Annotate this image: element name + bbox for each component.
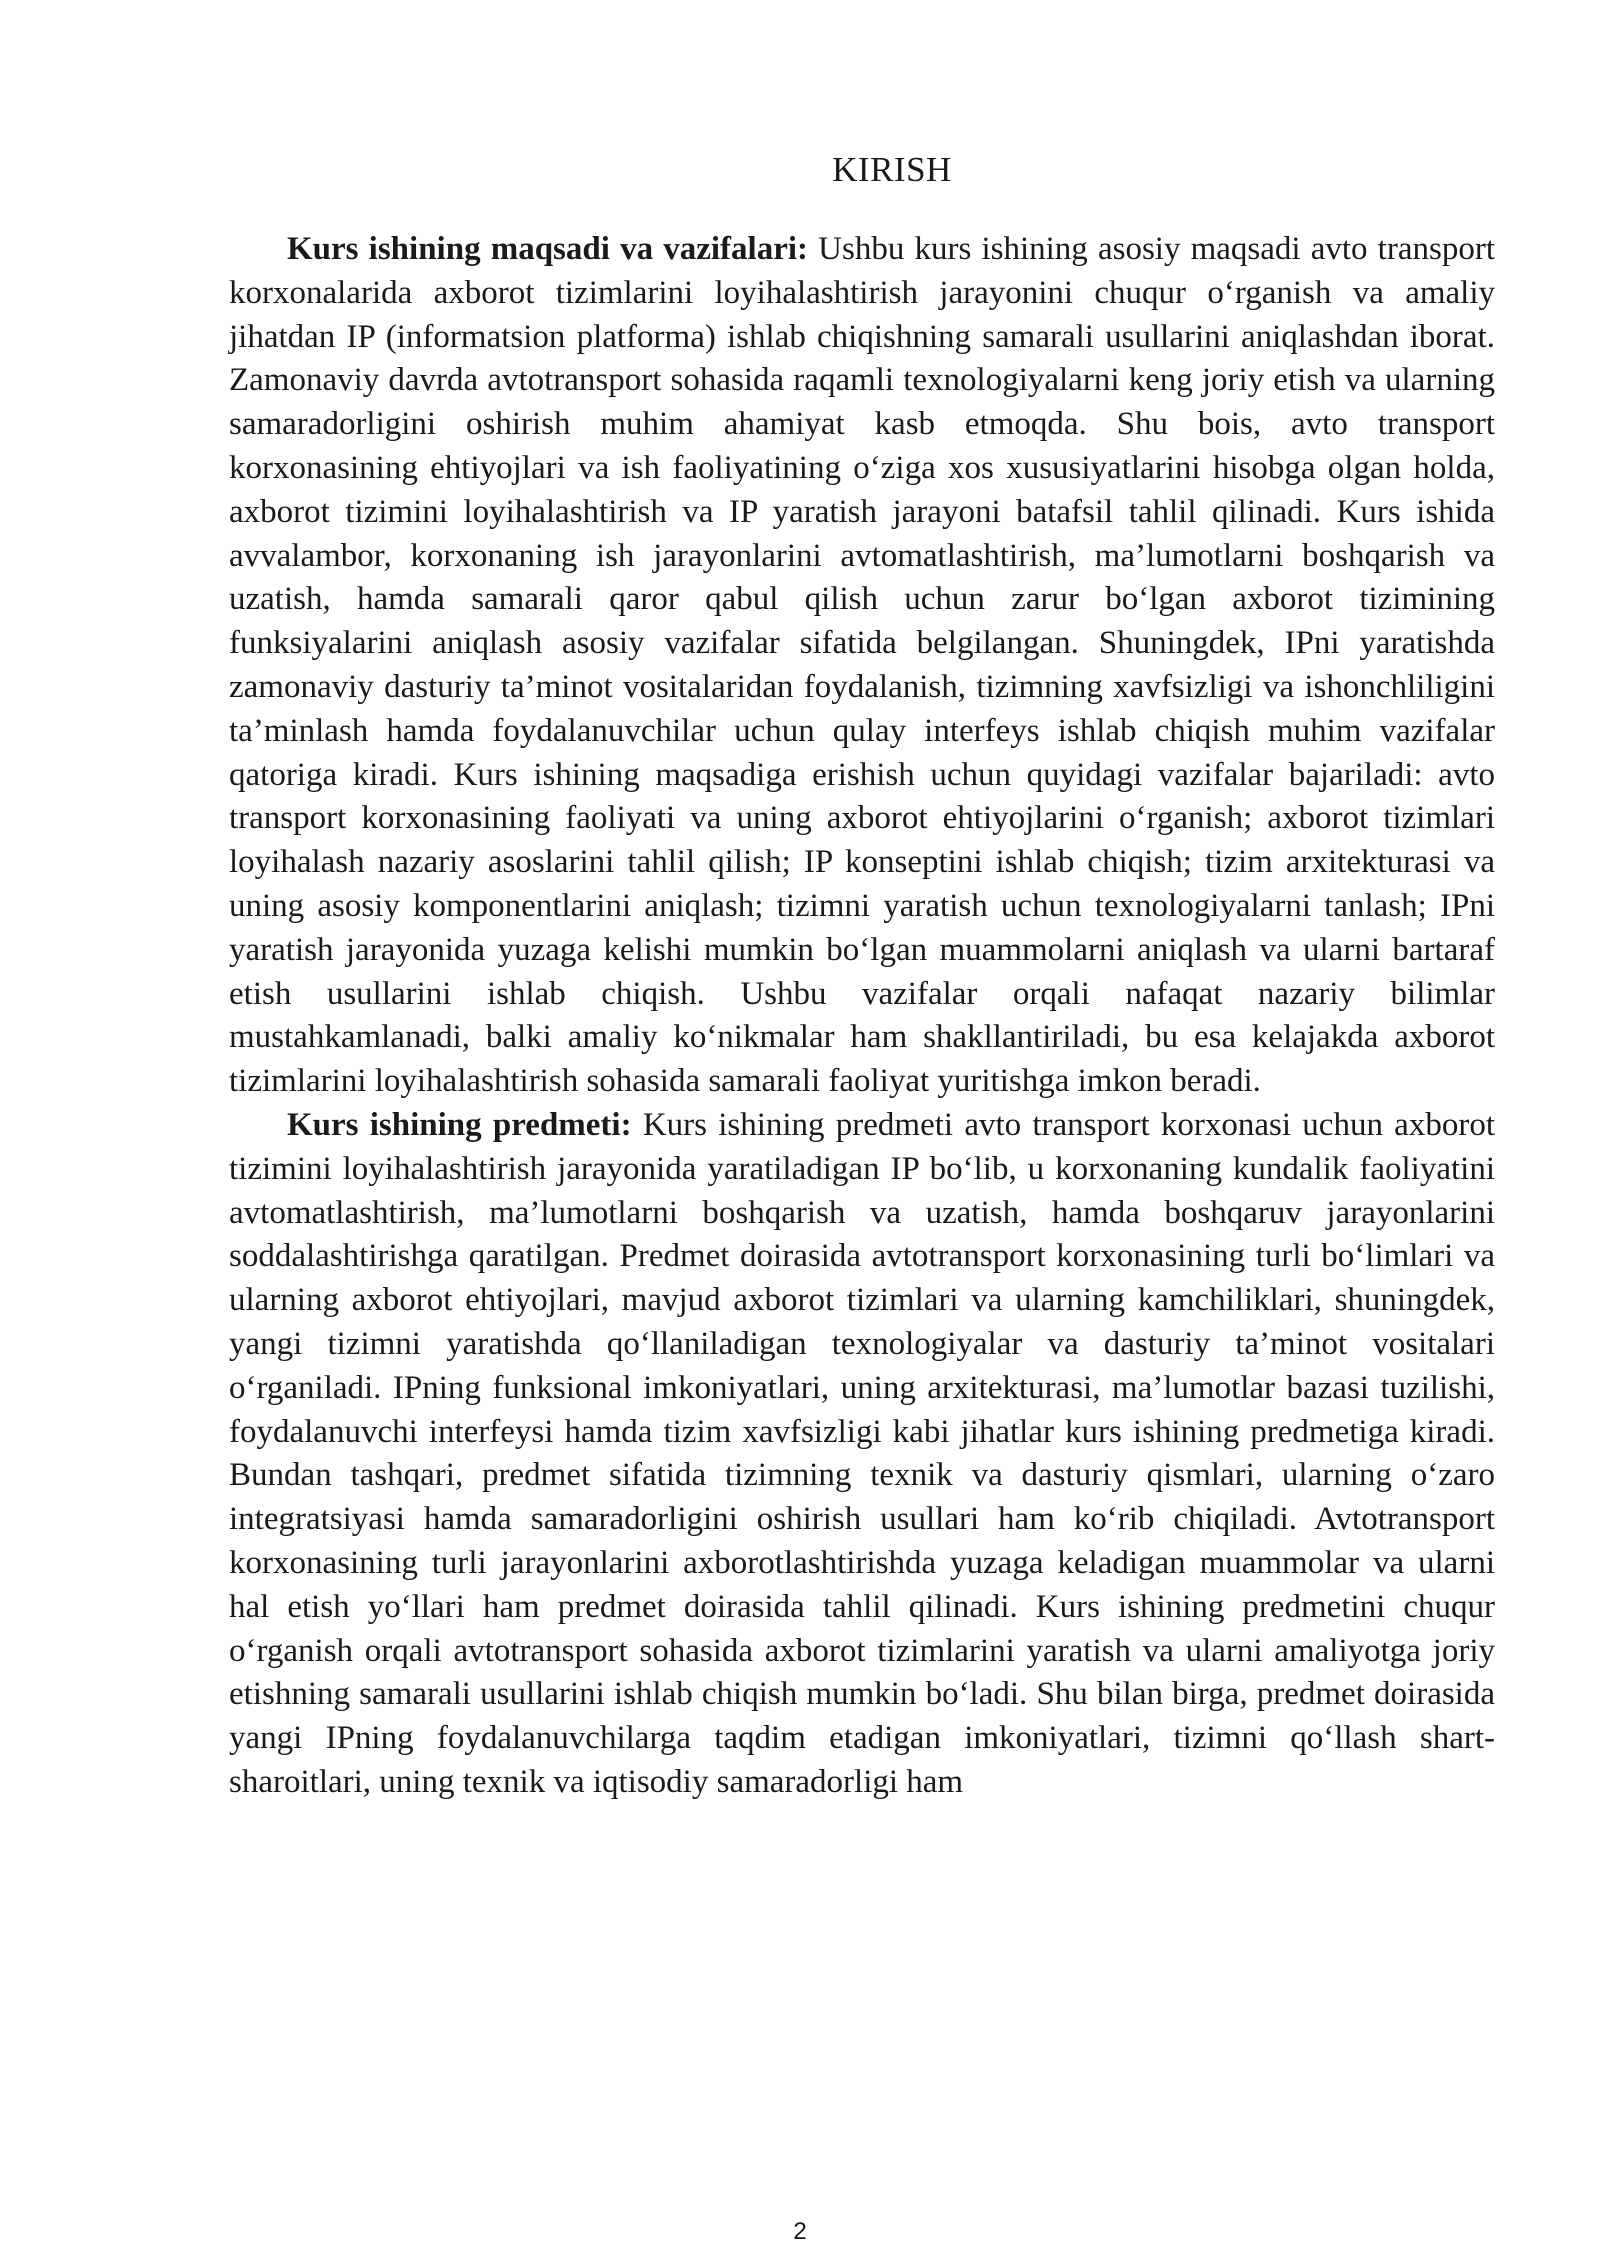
paragraph-goals [229, 228, 1495, 1104]
paragraph-subject [229, 1104, 1495, 1805]
paragraph-goals-text: Ushbu kurs ishining asosiy maqsadi avto transport korxonalarida axborot tizimlarini loyihalashtirish jarayonini chuqur o‘rganish va amaliy jihatdan IP (informatsion platforma) ishlab chiqishning samarali usullarini aniqlashdan iborat. Zamonaviy davrda avtotransport sohasida raqamli texnologiyalarni keng joriy etish va ularning samaradorligini oshirish muhim ahamiyat kasb etmoqda. Shu bois, avto transport korxonasining ehtiyojlari va ish faoliyatining o‘ziga xos xususiyatlarini hisobga olgan holda, axborot tizimini loyihalashtirish va IP yaratish jarayoni batafsil tahlil qilinadi. Kurs ishida avvalambor, korxonaning ish jarayonlarini avtomatlashtirish, ma’lumotlarni boshqarish va uzatish, hamda samarali qaror qabul qilish uchun zarur bo‘lgan axborot tizimining funksiyalarini aniqlash asosiy vazifalar sifatida belgilangan. Shuningdek, IPni yaratishda zamonaviy dasturiy ta’minot vositalaridan foydalanish, tizimning xavfsizligi va ishonchliligini ta’minlash hamda foydalanuvchilar uchun qulay interfeys ishlab chiqish muhim vazifalar qatoriga kiradi. Kurs ishining maqsadiga erishish uchun quyidagi vazifalar bajariladi: avto transport korxonasining faoliyati va uning axborot ehtiyojlarini o‘rganish; axborot tizimlari loyihalash nazariy asoslarini tahlil qilish; IP konseptini ishlab chiqish; tizim arxitekturasi va uning asosiy komponentlarini aniqlash; tizimni yaratish uchun texnologiyalarni tanlash; IPni yaratish jarayonida yuzaga kelishi mumkin bo‘lgan muammolarni aniqlash va ularni bartaraf etish usullarini ishlab chiqish. Ushbu vazifalar orqali nafaqat nazariy bilimlar mustahkamlanadi, balki amaliy ko‘nikmalar ham shakllantiriladi, bu esa kelajakda axborot tizimlarini loyihalashtirish sohasida samarali faoliyat yuritishga imkon beradi. [229, 231, 1495, 1100]
paragraph-subject-text: Kurs ishining predmeti avto transport korxonasi uchun axborot tizimini loyihalashtirish jarayonida yaratiladigan IP bo‘lib, u korxonaning kundalik faoliyatini avtomatlashtirish, ma’lumotlarni boshqarish va uzatish, hamda boshqaruv jarayonlarini soddalashtirishga qaratilgan. Predmet doirasida avtotransport korxonasining turli bo‘limlari va ularning axborot ehtiyojlari, mavjud axborot tizimlari va ularning kamchiliklari, shuningdek, yangi tizimni yaratishda qo‘llaniladigan texnologiyalar va dasturiy ta’minot vositalari o‘rganiladi. IPning funksional imkoniyatlari, uning arxitekturasi, ma’lumotlar bazasi tuzilishi, foydalanuvchi interfeysi hamda tizim xavfsizligi kabi jihatlar kurs ishining predmetiga kiradi. Bundan tashqari, predmet sifatida tizimning texnik va dasturiy qismlari, ularning o‘zaro integratsiyasi hamda samaradorligini oshirish usullari ham ko‘rib chiqiladi. Avtotransport korxonasining turli jarayonlarini axborotlashtirishda yuzaga keladigan muammolar va ularni hal etish yo‘llari ham predmet doirasida tahlil qilinadi. Kurs ishining predmetini chuqur o‘rganish orqali avtotransport sohasida axborot tizimlarini yaratish va ularni amaliyotga joriy etishning samarali usullarini ishlab chiqish mumkin bo‘ladi. Shu bilan birga, predmet doirasida yangi IPning foydalanuvchilarga taqdim etadigan imkoniyatlari, tizimni qo‘llash shart-sharoitlari, uning texnik va iqtisodiy samaradorligi ham [229, 1106, 1495, 1800]
paragraph-subject-lead: Kurs ishining predmeti: [287, 1106, 632, 1143]
paragraph-goals-lead: Kurs ishining maqsadi va vazifalari: [287, 231, 808, 267]
document-page [229, 150, 1495, 1805]
page-number: 2 [793, 2218, 807, 2245]
section-heading: KIRISH [832, 150, 952, 189]
